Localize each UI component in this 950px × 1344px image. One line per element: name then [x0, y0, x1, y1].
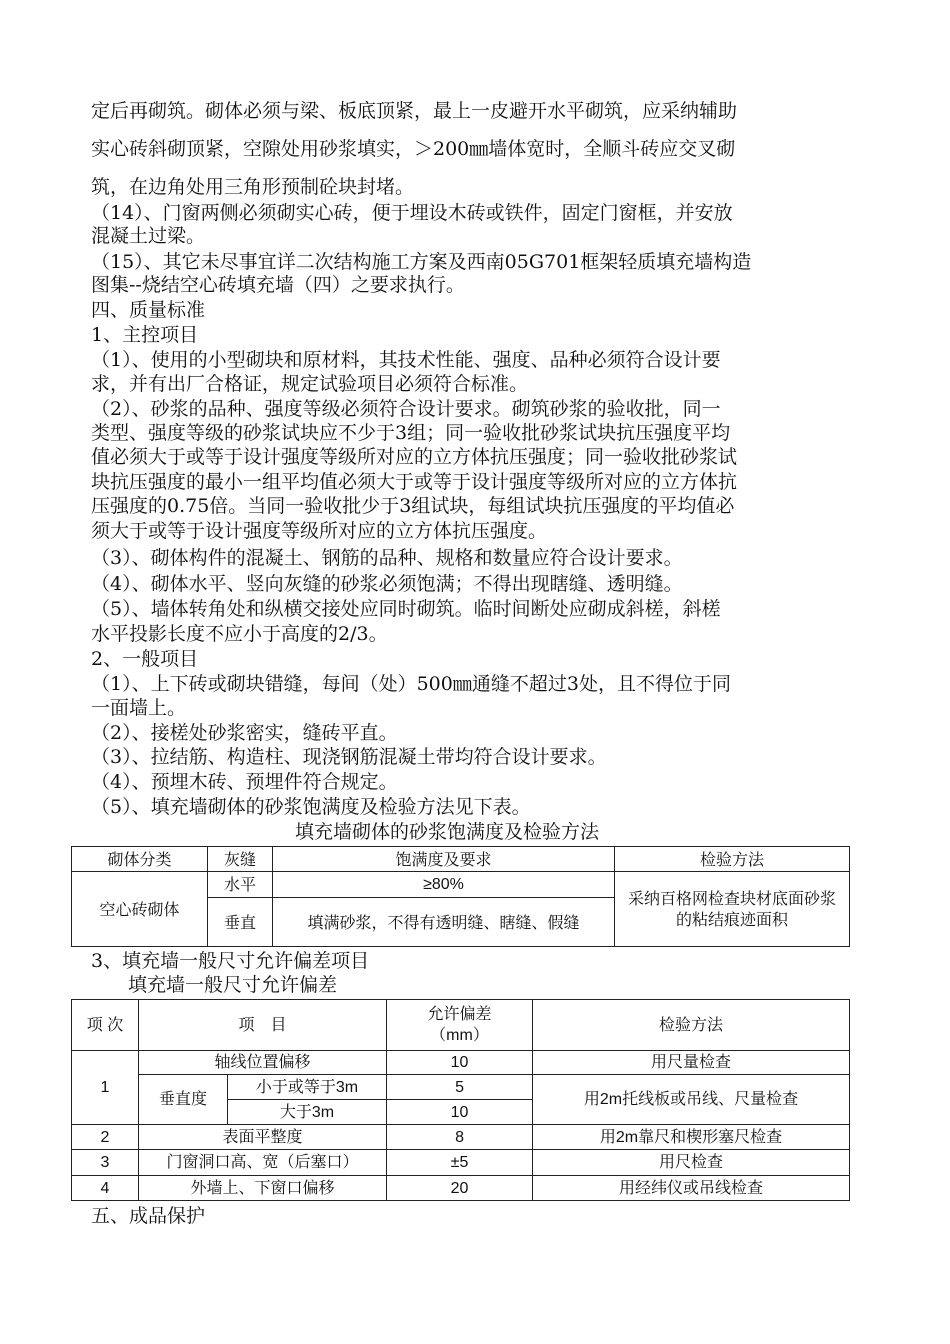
subsection-heading: 3、填充墙一般尺寸允许偏差项目 [91, 950, 370, 972]
paragraph-line: 一面墙上。 [91, 697, 187, 719]
paragraph-line: 压强度的0.75倍。当同一验收批少于3组试块，每组试块抗压强度的平均值必 [91, 495, 735, 517]
table-header-cell: 允许偏差（mm） [387, 1000, 533, 1051]
table-cell-subitem: 大于3m [228, 1100, 387, 1125]
table-cell-no: 3 [72, 1150, 139, 1176]
table-cell-category: 空心砖砌体 [72, 872, 208, 947]
table-row [72, 872, 850, 898]
table-cell-item: 轴线位置偏移 [139, 1051, 387, 1075]
dimension-tolerance-table [71, 999, 850, 1201]
table-row [72, 1051, 850, 1075]
table-caption: 填充墙一般尺寸允许偏差 [128, 974, 338, 996]
mortar-fullness-table [71, 846, 850, 947]
table-cell-tolerance: 8 [387, 1125, 533, 1150]
subsection-heading: 1、主控项目 [91, 324, 199, 346]
paragraph-line: 定后再砌筑。砌体必须与梁、板底顶紧，最上一皮避开水平砌筑，应采纳辅助 [91, 100, 738, 122]
table-cell-tolerance: 10 [387, 1100, 533, 1125]
paragraph-line: （3）、拉结筋、构造柱、现浇钢筋混凝土带均符合设计要求。 [91, 746, 607, 768]
table-header-cell: 检验方法 [533, 1000, 850, 1051]
paragraph-line: （1）、上下砖或砌块错缝，每间（处）500㎜通缝不超过3处，且不得位于同 [91, 673, 731, 695]
table-cell-no: 4 [72, 1176, 139, 1201]
table-cell-requirement: 填满砂浆，不得有透明缝、瞎缝、假缝 [273, 898, 615, 947]
paragraph-line: 求，并有出厂合格证，规定试验项目必须符合标准。 [91, 373, 529, 395]
paragraph-line: （14）、门窗两侧必须砌实心砖，便于埋设木砖或铁件，固定门窗框，并安放 [91, 202, 733, 224]
subsection-heading: 2、一般项目 [91, 648, 199, 670]
section-heading: 四、质量标准 [91, 299, 206, 321]
table-cell-joint: 水平 [208, 872, 273, 898]
paragraph-line: 块抗压强度的最小一组平均值必须大于或等于设计强度等级所对应的立方体抗 [91, 471, 738, 493]
section-heading: 五、成品保护 [91, 1205, 206, 1227]
paragraph-line: （5）、墙体转角处和纵横交接处应同时砌筑。临时间断处应砌成斜槎，斜槎 [91, 598, 721, 620]
paragraph-line: 须大于或等于设计强度等级所对应的立方体抗压强度。 [91, 520, 548, 542]
table-cell-no: 2 [72, 1125, 139, 1150]
paragraph-line: （15）、其它未尽事宜详二次结构施工方案及西南05G701框架轻质填充墙构造 [91, 251, 752, 273]
table-header-cell: 灰缝 [208, 847, 273, 872]
table-header-cell: 饱满度及要求 [273, 847, 615, 872]
table-header-cell: 项 次 [72, 1000, 139, 1051]
paragraph-line: 图集--烧结空心砖填充墙（四）之要求执行。 [91, 274, 465, 296]
table-row [72, 1176, 850, 1201]
table-row [72, 1125, 850, 1150]
table-cell-joint: 垂直 [208, 898, 273, 947]
table-header-cell: 砌体分类 [72, 847, 208, 872]
paragraph-line: （2）、砂浆的品种、强度等级必须符合设计要求。砌筑砂浆的验收批，同一 [91, 398, 721, 420]
table-cell-requirement: ≥80% [273, 872, 615, 898]
table-cell-item: 门窗洞口高、宽（后塞口） [139, 1150, 387, 1176]
table-cell-subitem: 小于或等于3m [228, 1075, 387, 1100]
paragraph-line: （4）、预埋木砖、预埋件符合规定。 [91, 771, 398, 793]
table-cell-item: 外墙上、下窗口偏移 [139, 1176, 387, 1201]
table-cell-no: 1 [72, 1051, 139, 1125]
paragraph-line: 筑，在边角处用三角形预制砼块封堵。 [91, 176, 415, 198]
table-header-row [72, 1000, 850, 1051]
paragraph-line: （1）、使用的小型砌块和原材料，其技术性能、强度、品种必须符合设计要 [91, 349, 721, 371]
paragraph-line: 类型、强度等级的砂浆试块应不少于3组；同一验收批砂浆试块抗压强度平均 [91, 422, 731, 444]
table-header-row [72, 847, 850, 872]
table-cell-method: 用经纬仪或吊线检查 [533, 1176, 850, 1201]
table-row [72, 1075, 850, 1100]
table-header-cell: 项 目 [139, 1000, 387, 1051]
paragraph-line: （2）、接槎处砂浆密实，缝砖平直。 [91, 722, 398, 744]
table-cell-method: 用尺检查 [533, 1150, 850, 1176]
table-header-cell: 检验方法 [615, 847, 850, 872]
paragraph-line: 混凝土过梁。 [91, 225, 206, 247]
table-row [72, 1150, 850, 1176]
table-cell-item: 垂直度 [139, 1075, 228, 1125]
paragraph-line: （4）、砌体水平、竖向灰缝的砂浆必须饱满；不得出现瞎缝、透明缝。 [91, 573, 683, 595]
paragraph-line: （5）、填充墙砌体的砂浆饱满度及检验方法见下表。 [91, 796, 531, 818]
table-cell-tolerance: 10 [387, 1051, 533, 1075]
table-cell-method: 采纳百格网检查块材底面砂浆的粘结痕迹面积 [615, 872, 850, 947]
table-cell-method: 用2m靠尺和楔形塞尺检查 [533, 1125, 850, 1150]
table-cell-tolerance: 5 [387, 1075, 533, 1100]
table-caption: 填充墙砌体的砂浆饱满度及检验方法 [295, 821, 600, 843]
table-cell-tolerance: 20 [387, 1176, 533, 1201]
paragraph-line: （3）、砌体构件的混凝土、钢筋的品种、规格和数量应符合设计要求。 [91, 547, 683, 569]
table-cell-item: 表面平整度 [139, 1125, 387, 1150]
table-cell-method: 用2m托线板或吊线、尺量检查 [533, 1075, 850, 1125]
paragraph-line: 实心砖斜砌顶紧，空隙处用砂浆填实，＞200㎜墙体宽时，全顺斗砖应交叉砌 [91, 138, 736, 160]
paragraph-line: 水平投影长度不应小于高度的2/3。 [91, 623, 388, 645]
paragraph-line: 值必须大于或等于设计强度等级所对应的立方体抗压强度；同一验收批砂浆试 [91, 446, 738, 468]
table-cell-tolerance: ±5 [387, 1150, 533, 1176]
table-cell-method: 用尺量检查 [533, 1051, 850, 1075]
